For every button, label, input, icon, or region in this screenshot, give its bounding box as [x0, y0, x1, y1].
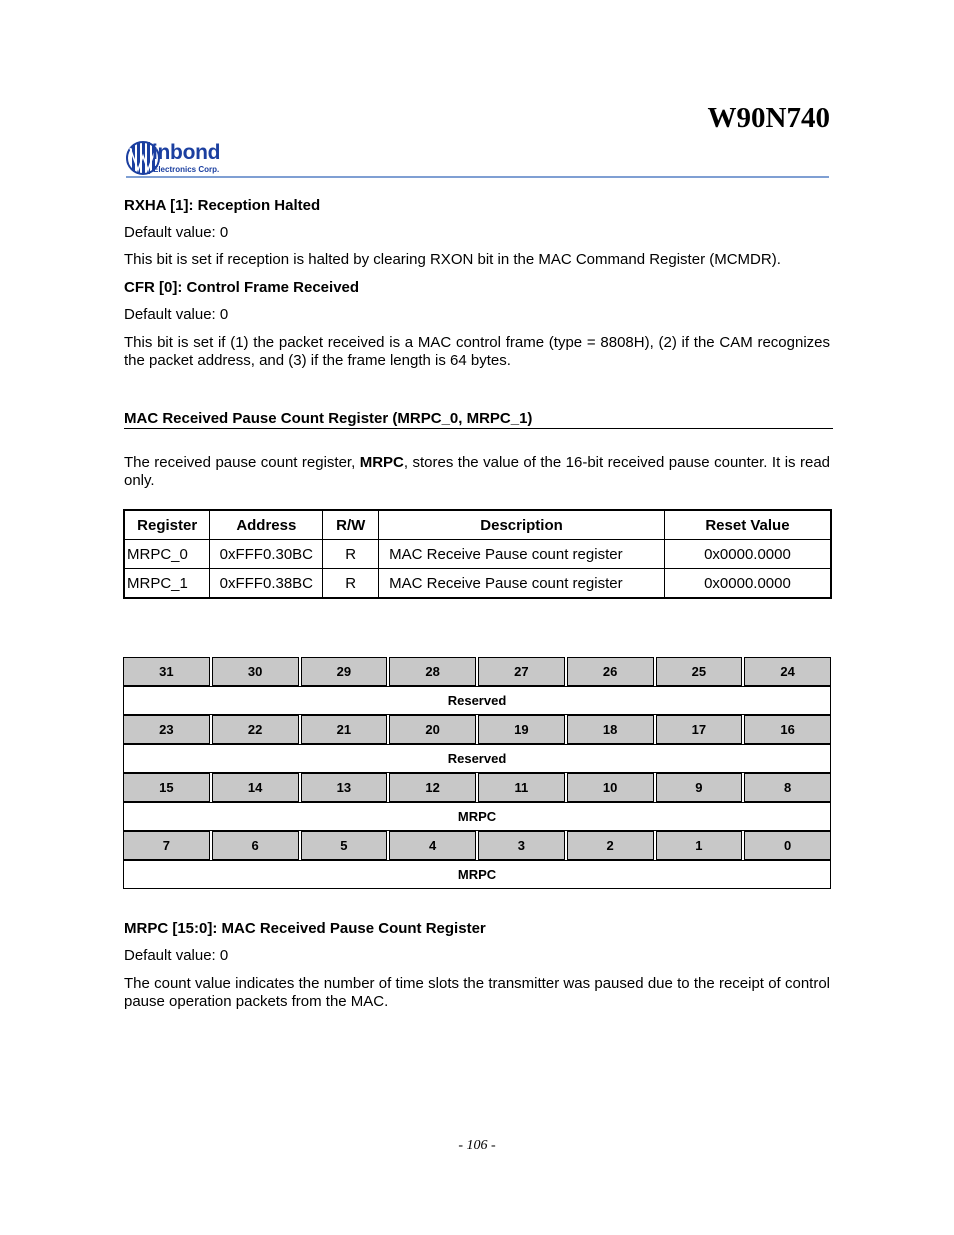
cell-address: 0xFFF0.30BC [210, 540, 323, 569]
bit-cell: 24 [744, 657, 831, 686]
bit-cell: 20 [389, 715, 476, 744]
mrpc-field-heading: MRPC [15:0]: MAC Received Pause Count Register [124, 920, 486, 937]
bit-cell: 16 [744, 715, 831, 744]
rxha-default: Default value: 0 [124, 224, 229, 241]
cell-description: MAC Receive Pause count register [379, 540, 665, 569]
bit-cell: 0 [744, 831, 831, 860]
bit-cell: 30 [212, 657, 299, 686]
logo-subtitle: Electronics Corp. [153, 165, 220, 174]
col-header-description: Description [379, 510, 665, 540]
bit-cell: 11 [478, 773, 565, 802]
bit-cell: 3 [478, 831, 565, 860]
bit-cell: 28 [389, 657, 476, 686]
cell-register: MRPC_1 [124, 569, 210, 599]
col-header-reset-value: Reset Value [664, 510, 831, 540]
section-heading: MAC Received Pause Count Register (MRPC_0, MRPC_1) [124, 410, 533, 427]
bit-cell: 26 [567, 657, 654, 686]
cfr-body: This bit is set if (1) the packet received is a MAC control frame (type = 8808H), (2) if the CAM recognizes the packet address, and (3) if the frame length is 64 bytes. [124, 334, 830, 369]
cell-reset-value: 0x0000.0000 [664, 569, 831, 599]
bit-cell: 9 [656, 773, 743, 802]
section-intro [124, 454, 830, 490]
bit-map-table [123, 657, 831, 889]
cell-rw: R [323, 540, 379, 569]
cell-register: MRPC_0 [124, 540, 210, 569]
bit-number-row [123, 715, 831, 744]
bit-cell: 21 [301, 715, 388, 744]
table-row [124, 540, 831, 569]
bit-field-row: Reserved [123, 744, 831, 773]
col-header-rw: R/W [323, 510, 379, 540]
cell-description: MAC Receive Pause count register [379, 569, 665, 599]
bit-cell: 6 [212, 831, 299, 860]
bit-cell: 4 [389, 831, 476, 860]
col-header-address: Address [210, 510, 323, 540]
bit-cell: 17 [656, 715, 743, 744]
bit-number-row [123, 773, 831, 802]
bit-cell: 15 [123, 773, 210, 802]
cell-rw: R [323, 569, 379, 599]
bit-cell: 10 [567, 773, 654, 802]
bit-cell: 27 [478, 657, 565, 686]
document-title: W90N740 [707, 102, 830, 134]
bit-cell: 8 [744, 773, 831, 802]
section-rule [124, 428, 833, 429]
winbond-logo [126, 139, 250, 177]
bit-cell: 18 [567, 715, 654, 744]
cell-address: 0xFFF0.38BC [210, 569, 323, 599]
intro-text-after: , stores the value of the 16-bit received pause counter. It is read only. [124, 454, 831, 489]
bit-field-row: Reserved [123, 686, 831, 715]
bit-cell: 19 [478, 715, 565, 744]
rxha-heading: RXHA [1]: Reception Halted [124, 197, 321, 214]
bit-cell: 2 [567, 831, 654, 860]
bit-cell: 31 [123, 657, 210, 686]
bit-cell: 7 [123, 831, 210, 860]
intro-text-before: The received pause count register, [124, 454, 360, 471]
bit-cell: 29 [301, 657, 388, 686]
bit-cell: 1 [656, 831, 743, 860]
bit-number-row [123, 657, 831, 686]
page-number: - 106 - [458, 1138, 496, 1153]
bit-cell: 25 [656, 657, 743, 686]
rxha-body: This bit is set if reception is halted by clearing RXON bit in the MAC Command Register (MCMDR). [124, 251, 781, 268]
bit-cell: 23 [123, 715, 210, 744]
header-rule [126, 176, 829, 178]
bit-cell: 14 [212, 773, 299, 802]
register-table-header-row [124, 510, 831, 540]
mrpc-field-body: The count value indicates the number of time slots the transmitter was paused due to the receipt of control pause operation packets from the MAC. [124, 975, 830, 1010]
bit-field-row: MRPC [123, 802, 831, 831]
logo-wordmark: inbond [152, 141, 221, 164]
intro-register-name: MRPC [359, 454, 404, 471]
mrpc-field-default: Default value: 0 [124, 947, 229, 964]
col-header-register: Register [124, 510, 210, 540]
cfr-default: Default value: 0 [124, 306, 229, 323]
bit-cell: 13 [301, 773, 388, 802]
bit-field-row: MRPC [123, 860, 831, 889]
register-table [123, 509, 832, 599]
bit-number-row [123, 831, 831, 860]
bit-cell: 22 [212, 715, 299, 744]
bit-cell: 5 [301, 831, 388, 860]
cell-reset-value: 0x0000.0000 [664, 540, 831, 569]
table-row [124, 569, 831, 599]
cfr-heading: CFR [0]: Control Frame Received [124, 279, 360, 296]
bit-cell: 12 [389, 773, 476, 802]
